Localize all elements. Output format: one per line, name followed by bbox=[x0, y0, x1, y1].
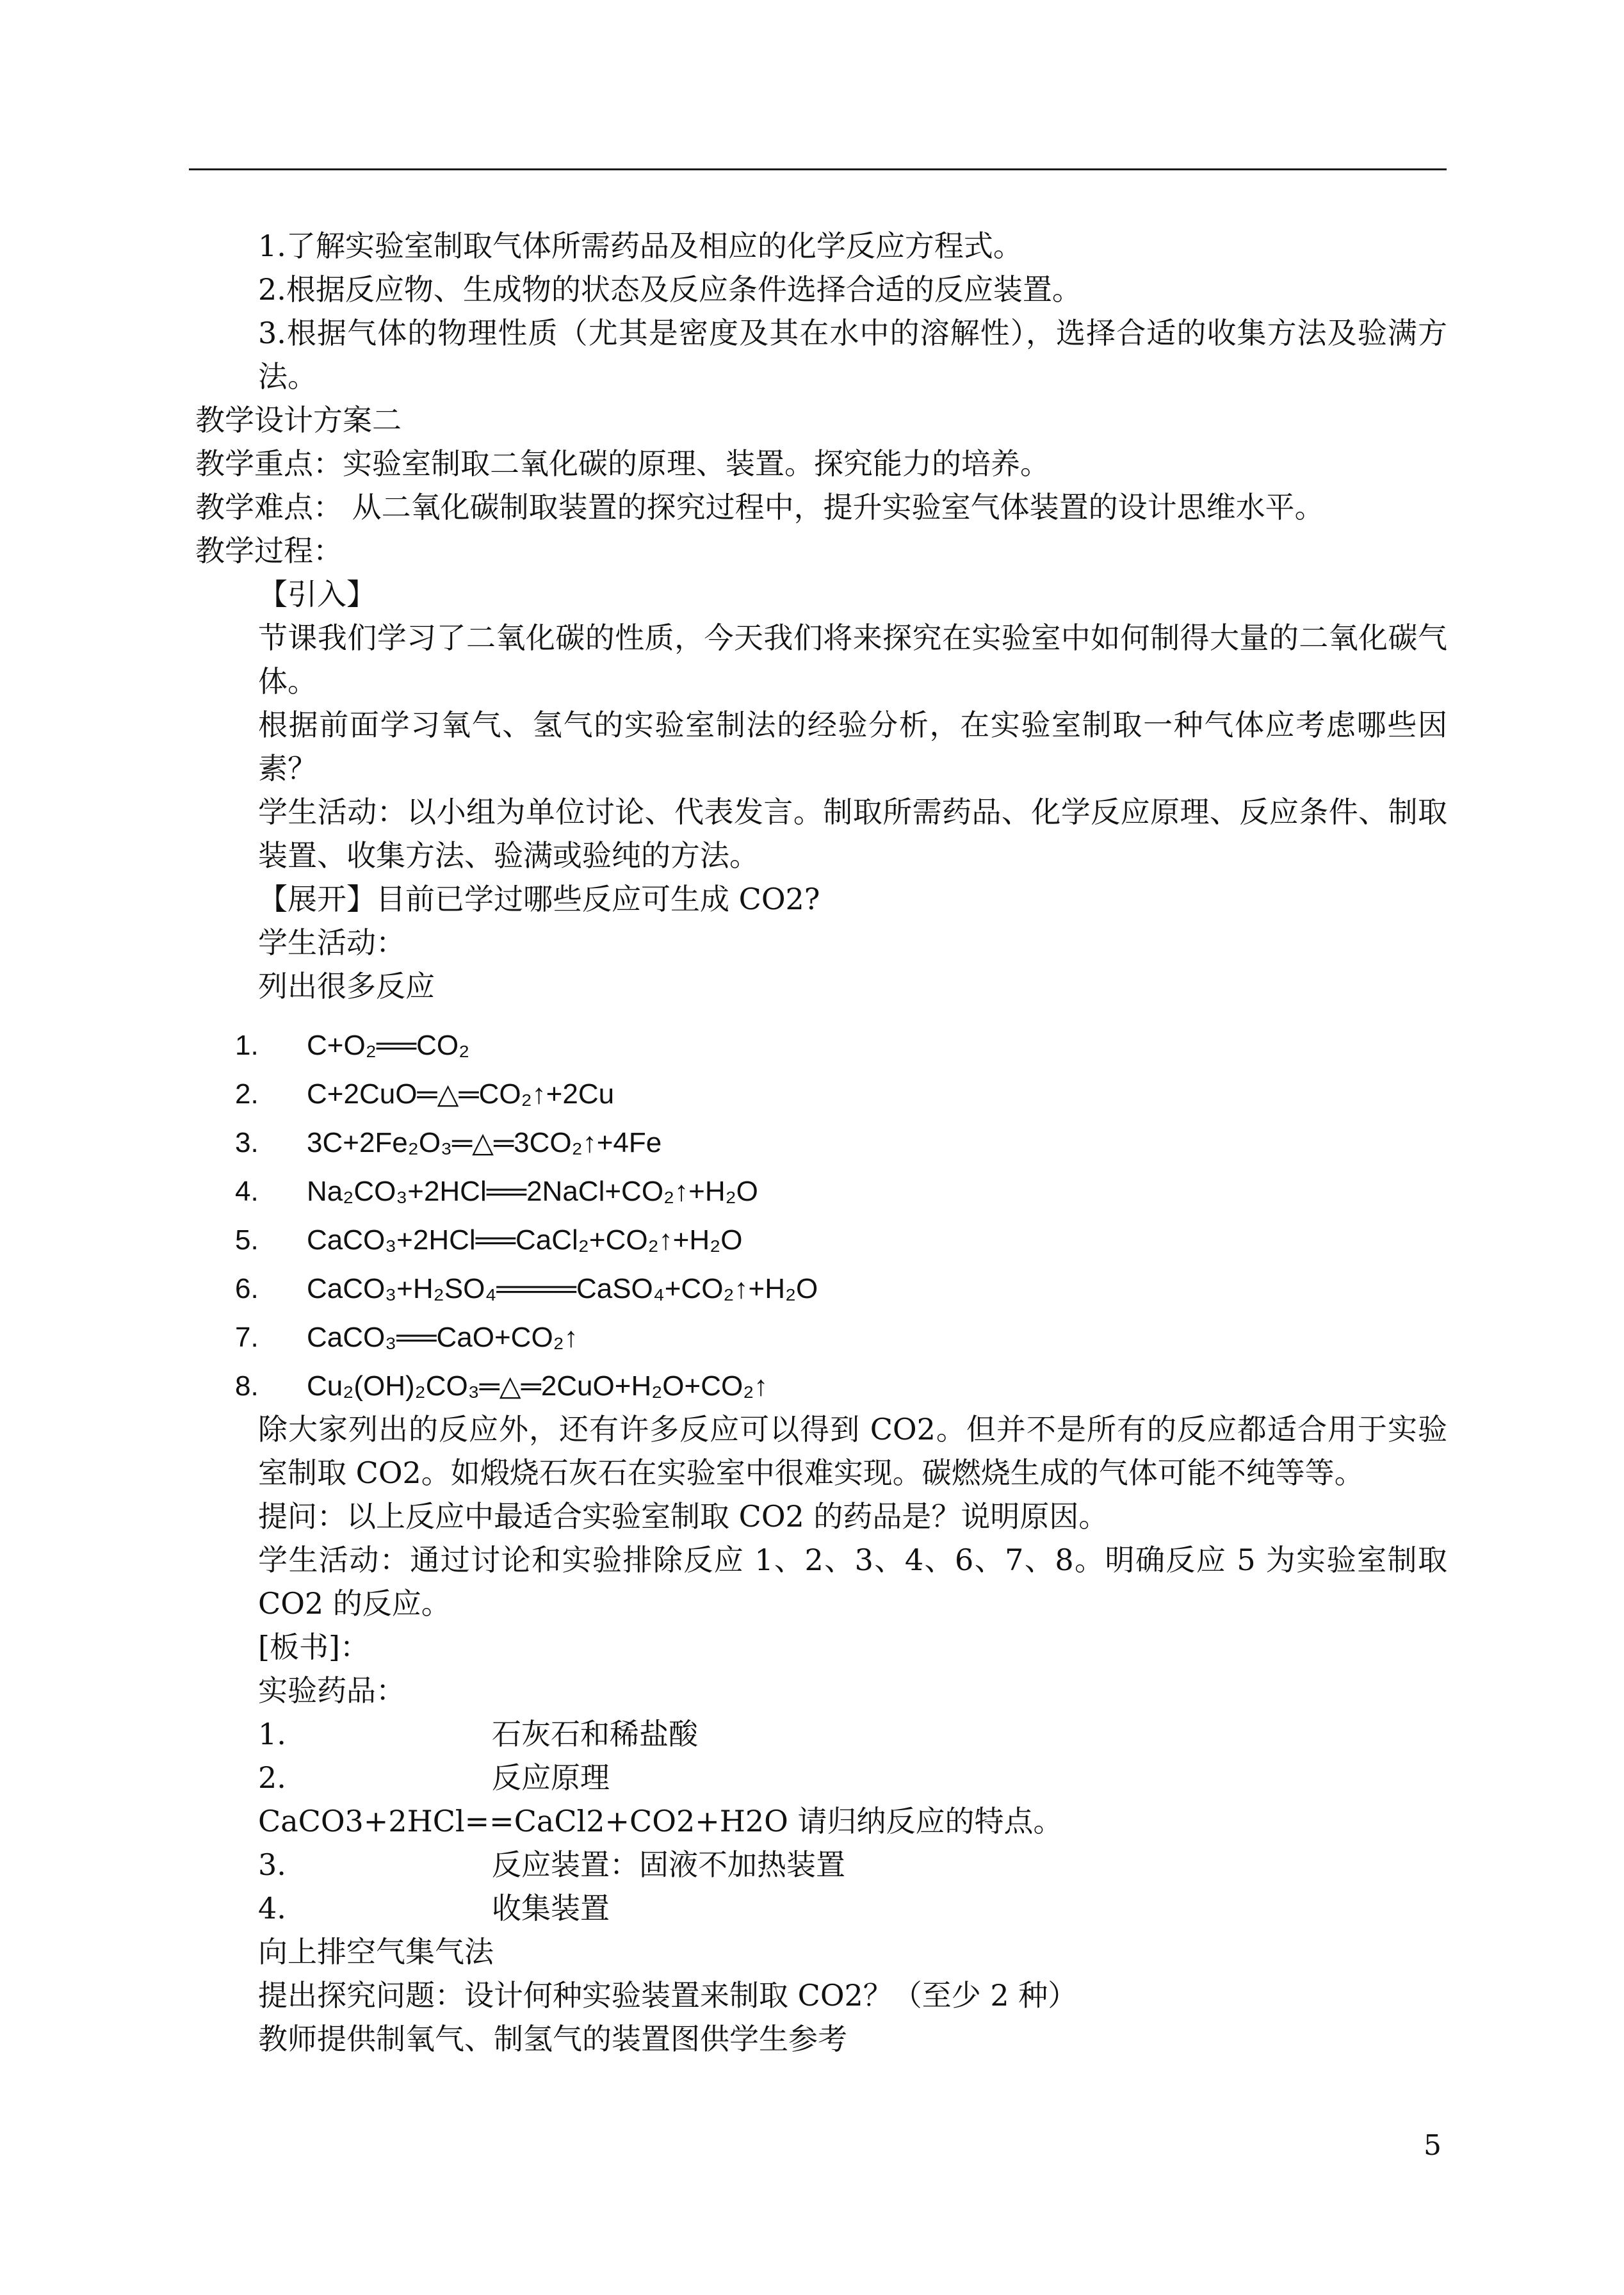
objective-3: 3.根据气体的物理性质（尤其是密度及其在水中的溶解性），选择合适的收集方法及验满方法。 bbox=[258, 316, 1447, 394]
student-activity-2: 学生活动：通过讨论和实验排除反应 1、2、3、4、6、7、8。明确反应 5 为实验室制取 CO2 的反应。 bbox=[258, 1543, 1447, 1621]
equation-formula: Cu₂(OH)₂CO₃═△═2CuO+H₂O+CO₂↑ bbox=[307, 1370, 768, 1402]
equation-number: 7. bbox=[235, 1322, 259, 1353]
consider-text: 根据前面学习氧气、氢气的实验室制法的经验分析，在实验室制取一种气体应考虑哪些因素？ bbox=[258, 708, 1447, 786]
equation-formula: CaCO₃+H₂SO₄════CaSO₄+CO₂↑+H₂O bbox=[307, 1273, 818, 1304]
equation-row bbox=[235, 1208, 1447, 1256]
equation-number: 8. bbox=[235, 1370, 259, 1402]
board-item-text: 石灰石和稀盐酸 bbox=[492, 1717, 698, 1751]
equation-formula: Na₂CO₃+2HCl══2NaCl+CO₂↑+H₂O bbox=[307, 1176, 758, 1207]
equation-formula: 3C+2Fe₂O₃═△═3CO₂↑+4Fe bbox=[307, 1127, 662, 1158]
collect-method: 向上排空气集气法 bbox=[258, 1934, 494, 1969]
board-item-text: 反应装置：固液不加热装置 bbox=[492, 1847, 845, 1882]
principle-equation: CaCO3+2HCl==CaCl2+CO2+H2O 请归纳反应的特点。 bbox=[258, 1804, 1063, 1838]
equation-number: 3. bbox=[235, 1127, 259, 1158]
equation-formula: CaCO₃+2HCl══CaCl₂+CO₂↑+H₂O bbox=[307, 1224, 743, 1256]
board-item bbox=[195, 1843, 1447, 1886]
objective-1: 1.了解实验室制取气体所需药品及相应的化学反应方程式。 bbox=[258, 229, 1023, 263]
equation-row bbox=[235, 1256, 1447, 1305]
board-item-text: 反应原理 bbox=[492, 1760, 610, 1795]
question-text: 提问：以上反应中最适合实验室制取 CO2 的药品是？说明原因。 bbox=[258, 1499, 1108, 1534]
equation-formula: C+2CuO═△═CO₂↑+2Cu bbox=[307, 1078, 615, 1110]
page-content bbox=[195, 224, 1447, 2061]
intro-text: 节课我们学习了二氧化碳的性质，今天我们将来探究在实验室中如何制得大量的二氧化碳气体。 bbox=[258, 620, 1447, 699]
intro-tag: 【引入】 bbox=[258, 577, 376, 612]
board-item bbox=[195, 1886, 1447, 1930]
page-number: 5 bbox=[1424, 2129, 1441, 2162]
equation-number: 4. bbox=[235, 1176, 259, 1207]
expand-text: 【展开】目前已学过哪些反应可生成 CO2? bbox=[258, 882, 820, 916]
equation-formula: C+O₂══CO₂ bbox=[307, 1030, 470, 1061]
equation-formula: CaCO₃══CaO+CO₂↑ bbox=[307, 1322, 578, 1353]
equation-number: 6. bbox=[235, 1273, 259, 1304]
student-activity-label: 学生活动： bbox=[258, 925, 405, 960]
process-label: 教学过程： bbox=[195, 533, 343, 568]
header-rule bbox=[189, 168, 1447, 170]
inquiry-question: 提出探究问题：设计何种实验装置来制取 CO2？（至少 2 种） bbox=[258, 1978, 1078, 2013]
board-item-number: 1. bbox=[258, 1717, 286, 1751]
list-reactions-label: 列出很多反应 bbox=[258, 969, 435, 1003]
plan-title: 教学设计方案二 bbox=[195, 403, 402, 437]
teacher-provides: 教师提供制氧气、制氢气的装置图供学生参考 bbox=[258, 2022, 847, 2056]
board-item-text: 收集装置 bbox=[492, 1891, 610, 1926]
board-item bbox=[195, 1712, 1447, 1756]
reagents-label: 实验药品： bbox=[258, 1673, 405, 1708]
difficulties: 教学难点： 从二氧化碳制取装置的探究过程中，提升实验室气体装置的设计思维水平。 bbox=[195, 490, 1324, 524]
equation-row bbox=[235, 1062, 1447, 1110]
equation-row bbox=[235, 1013, 1447, 1062]
equation-number: 1. bbox=[235, 1030, 259, 1061]
board-item-number: 2. bbox=[258, 1760, 286, 1795]
equation-list bbox=[195, 1013, 1447, 1402]
key-points: 教学重点：实验室制取二氧化碳的原理、装置。探究能力的培养。 bbox=[195, 446, 1050, 481]
equation-row bbox=[235, 1159, 1447, 1208]
student-activity-1: 学生活动：以小组为单位讨论、代表发言。制取所需药品、化学反应原理、反应条件、制取装置、收集方法、验满或验纯的方法。 bbox=[258, 795, 1447, 873]
board-item bbox=[195, 1756, 1447, 1799]
equation-row bbox=[235, 1110, 1447, 1159]
equation-row bbox=[235, 1354, 1447, 1402]
board-label: [板书]： bbox=[258, 1630, 369, 1664]
board-item-number: 4. bbox=[258, 1891, 286, 1926]
equation-number: 5. bbox=[235, 1224, 259, 1256]
equation-number: 2. bbox=[235, 1078, 259, 1110]
besides-text: 除大家列出的反应外，还有许多反应可以得到 CO2。但并不是所有的反应都适合用于实验室制取 CO2。如煅烧石灰石在实验室中很难实现。碳燃烧生成的气体可能不纯等等。 bbox=[258, 1412, 1447, 1490]
objective-2: 2.根据反应物、生成物的状态及反应条件选择合适的反应装置。 bbox=[258, 272, 1082, 307]
equation-row bbox=[235, 1305, 1447, 1354]
board-item-number: 3. bbox=[258, 1847, 286, 1882]
